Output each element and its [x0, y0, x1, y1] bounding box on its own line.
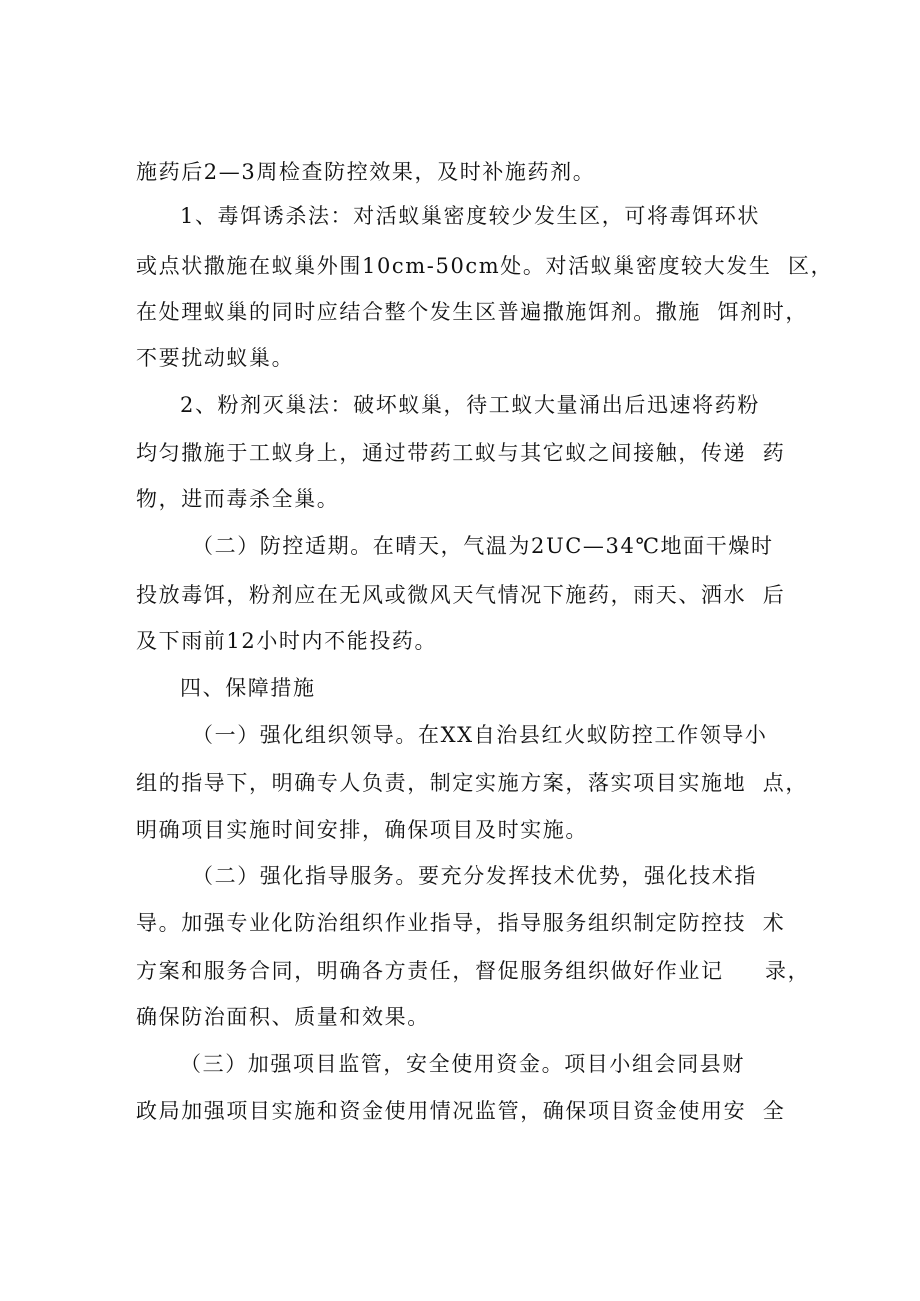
text-line: 1、毒饵诱杀法：对活蚁巢密度较少发生区，可将毒饵环状: [180, 204, 760, 228]
text-line: 不要扰动蚁巢。: [136, 346, 295, 370]
text-line: 或点状撒施在蚁巢外围10cm-50cm处。对活蚁巢密度较大发生 区，: [136, 254, 834, 278]
text-line: 方案和服务合同，明确各方责任，督促服务组织做好作业记 录，: [136, 959, 811, 983]
text-line: 施药后2—3周检查防控效果，及时补施药剂。: [136, 160, 596, 184]
text-line: （二）防控适期。在晴天，气温为2UC—34℃地面干燥时: [192, 534, 774, 558]
text-line: 投放毒饵，粉剂应在无风或微风天气情况下施药，雨天、洒水 后: [136, 583, 786, 607]
text-line: 物，进而毒杀全巢。: [136, 487, 340, 511]
text-line: （三）加强项目监管，安全使用资金。项目小组会同县财: [180, 1052, 745, 1076]
text-line: （一）强化组织领导。在XX自治县红火蚁防控工作领导小: [192, 723, 768, 747]
text-line: 导。加强专业化防治组织作业指导，指导服务组织制定防控技 术: [136, 911, 786, 935]
text-line: 确保防治面积、质量和效果。: [136, 1005, 430, 1029]
text-line: （二）强化指导服务。要充分发挥技术优势，强化技术指: [192, 864, 757, 888]
text-line: 2、粉剂灭巢法：破坏蚁巢，待工蚁大量涌出后迅速将药粉: [180, 393, 760, 417]
section-heading: 四、保障措施: [180, 676, 316, 700]
text-line: 在处理蚁巢的同时应结合整个发生区普遍撒施饵剂。撒施 饵剂时，: [136, 300, 808, 324]
text-line: 明确项目实施时间安排，确保项目及时实施。: [136, 818, 588, 842]
text-line: 政局加强项目实施和资金使用情况监管，确保项目资金使用安 全: [136, 1099, 786, 1123]
text-line: 组的指导下，明确专人负责，制定实施方案，落实项目实施地 点，: [136, 771, 808, 795]
text-line: 及下雨前12小时内不能投药。: [136, 629, 438, 653]
text-line: 均匀撒施于工蚁身上，通过带药工蚁与其它蚁之间接触，传递 药: [136, 441, 786, 465]
